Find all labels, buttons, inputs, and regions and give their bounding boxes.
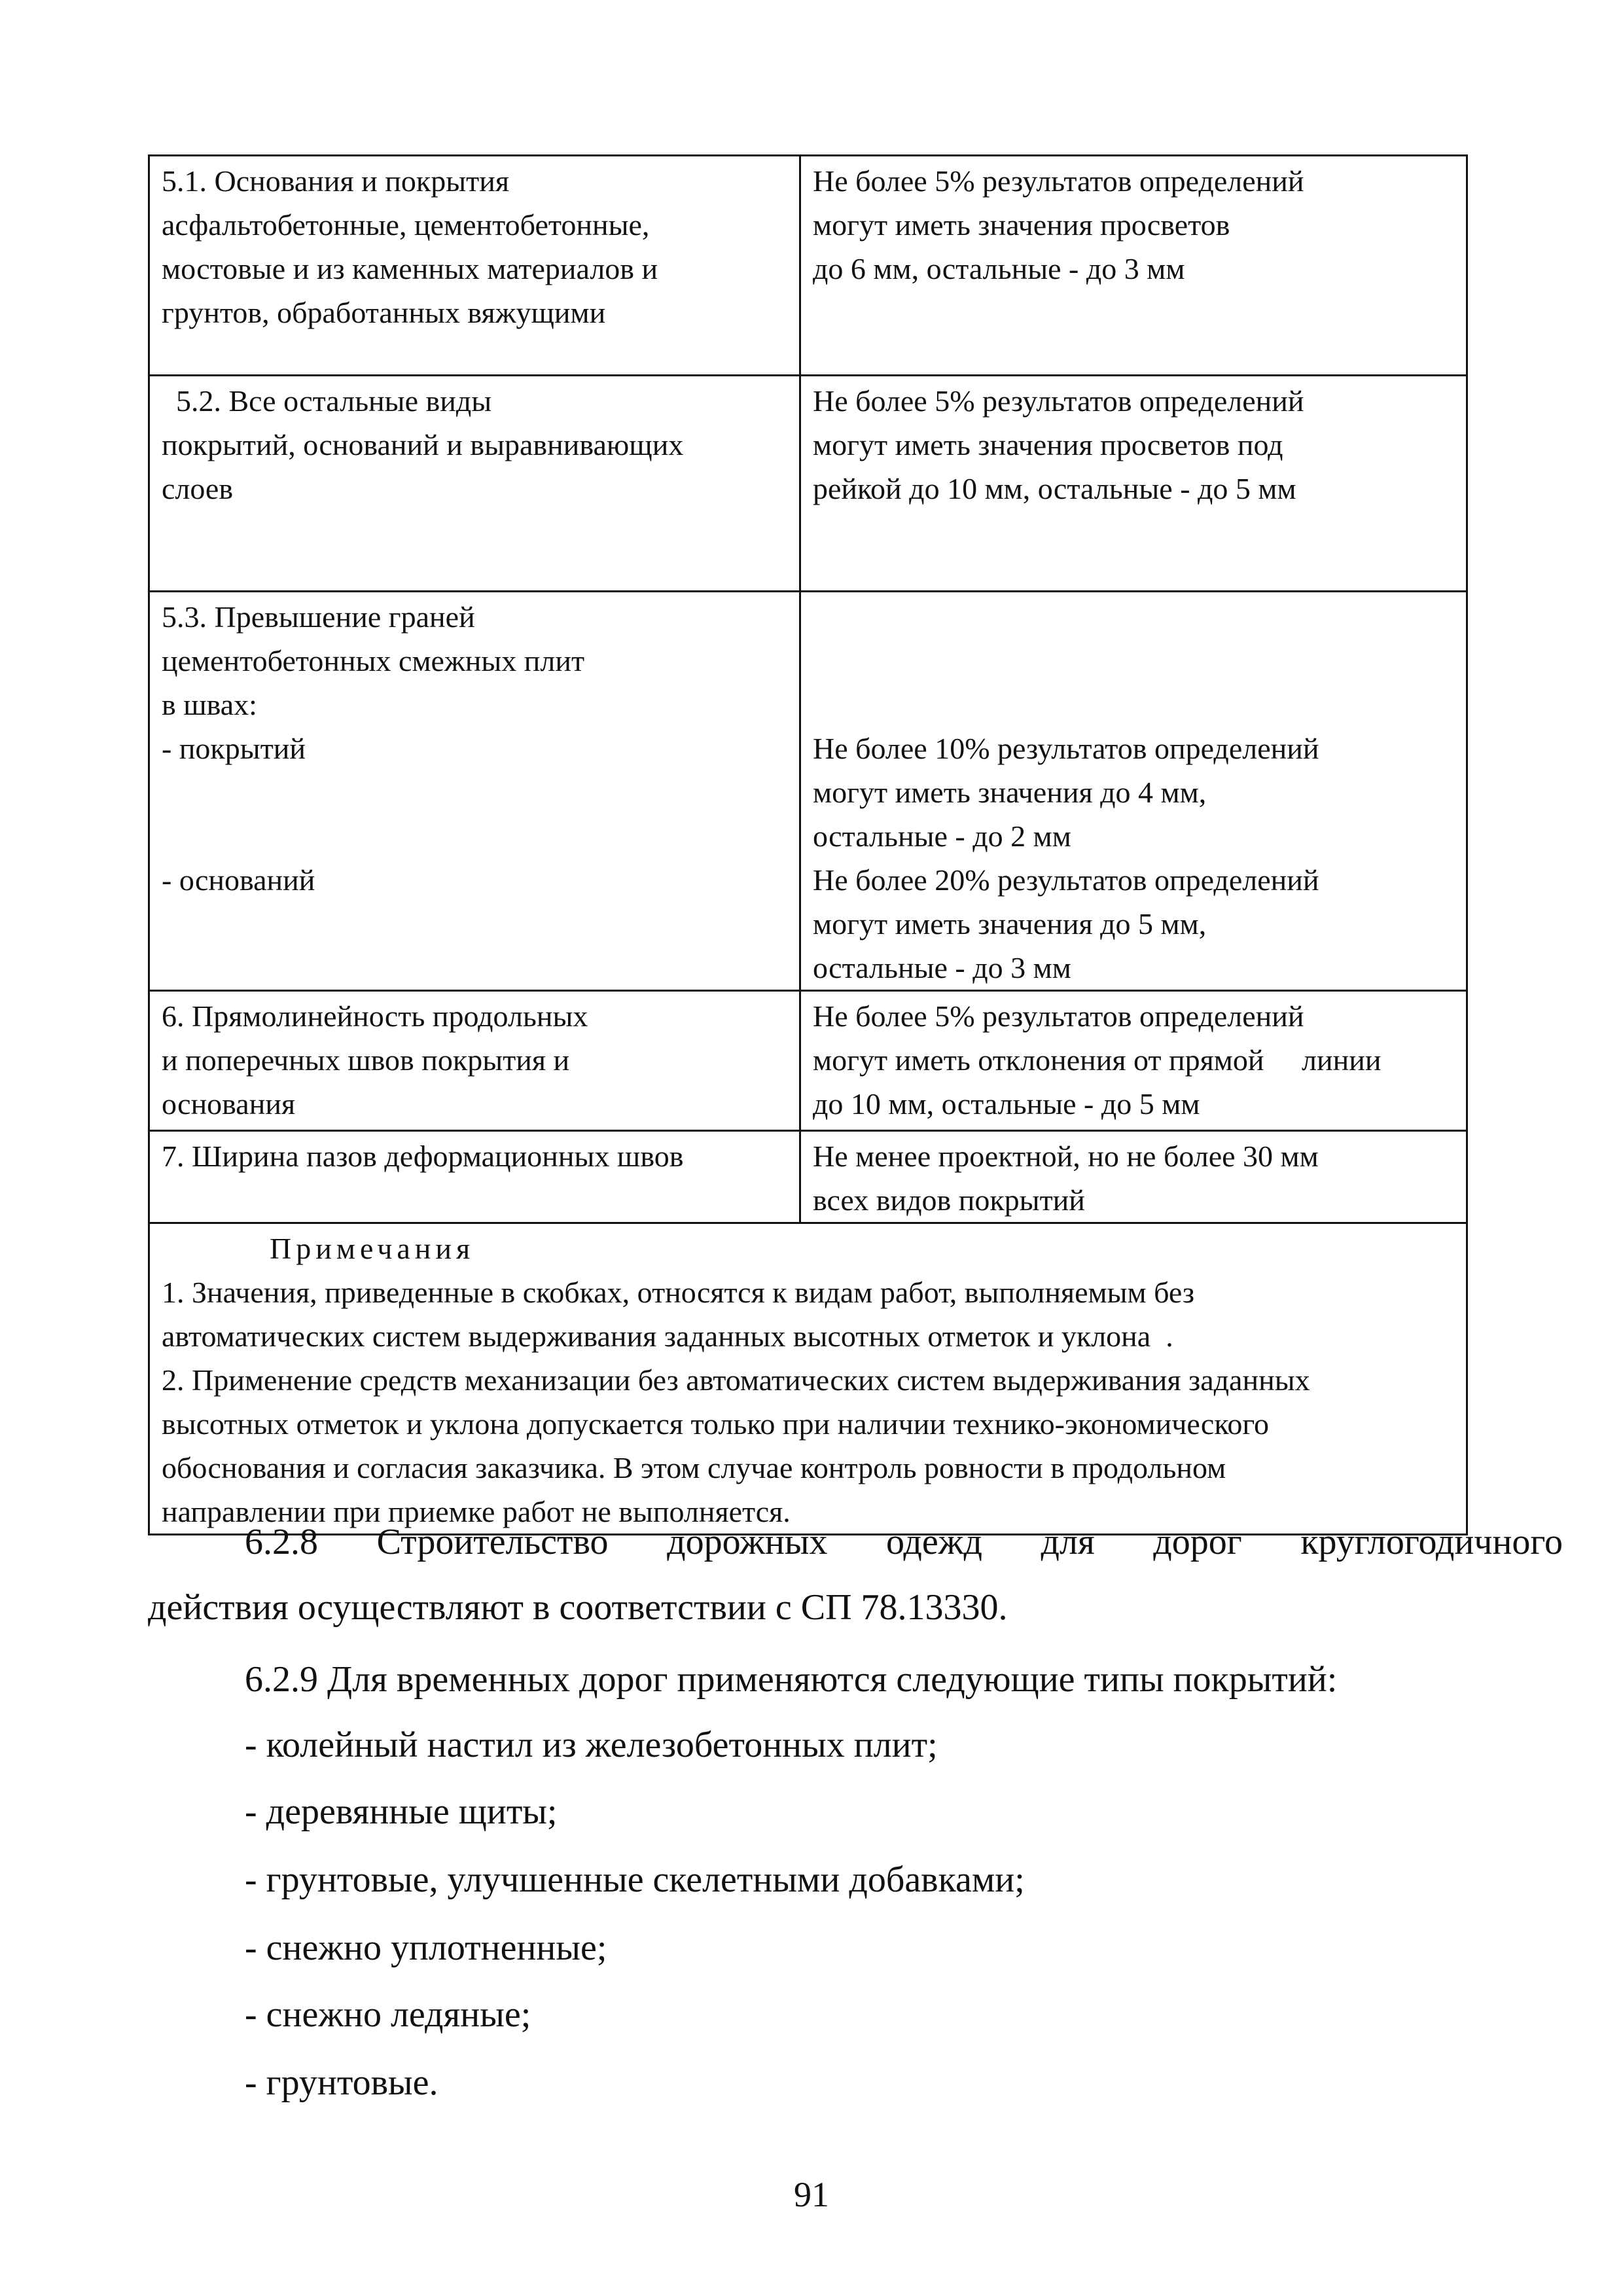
- line-spacer: [162, 814, 787, 858]
- cell-line: рейкой до 10 мм, остальные - до 5 мм: [813, 472, 1296, 505]
- list-item: - колейный настил из железобетонных плит;: [245, 1725, 938, 1765]
- table-cell-parameter: [149, 592, 800, 991]
- table-cell-parameter: [149, 156, 800, 376]
- cell-line: 5.2. Все остальные виды: [176, 384, 492, 418]
- note-line: направлении при приемке работ не выполняется.: [162, 1495, 791, 1528]
- cell-line: 7. Ширина пазов деформационных швов: [162, 1139, 684, 1173]
- table-row: [149, 1131, 1467, 1223]
- notes-row: [149, 1223, 1467, 1535]
- cell-line: до 6 мм, остальные - до 3 мм: [813, 252, 1185, 285]
- cell-line: 5.1. Основания и покрытия: [162, 164, 510, 198]
- table-row: [149, 376, 1467, 592]
- cell-line: - покрытий: [162, 732, 306, 765]
- note-line: автоматических систем выдерживания заданных высотных отметок и уклона .: [162, 1319, 1173, 1353]
- page-number: 91: [794, 2175, 829, 2214]
- list-item: - грунтовые.: [245, 2062, 438, 2103]
- list-item: - снежно уплотненные;: [245, 1928, 607, 1968]
- cell-line: Не менее проектной, но не более 30 мм: [813, 1139, 1319, 1173]
- cell-line: 5.3. Превышение граней: [162, 600, 475, 634]
- paragraph-6-2-9: 6.2.9 Для временных дорог применяются следующие типы покрытий:: [245, 1659, 1338, 1700]
- line-spacer: [813, 683, 1454, 726]
- list-item: - грунтовые, улучшенные скелетными добавками;: [245, 1859, 1025, 1900]
- table-row: [149, 156, 1467, 376]
- cell-line: асфальтобетонные, цементобетонные,: [162, 208, 650, 242]
- cell-line: Не более 20% результатов определений: [813, 863, 1319, 897]
- paragraph-6-2-8-line-2: действия осуществляют в соответствии с СП 78.13330.: [148, 1587, 1008, 1628]
- note-line: обоснования и согласия заказчика. В этом случае контроль ровности в продольном: [162, 1451, 1226, 1484]
- cell-line: цементобетонных смежных плит: [162, 644, 585, 677]
- cell-line: 6. Прямолинейность продольных: [162, 999, 588, 1033]
- line-spacer: [813, 639, 1454, 683]
- cell-line: мостовые и из каменных материалов и: [162, 252, 658, 285]
- notes-title: Примечания: [270, 1232, 475, 1265]
- cell-line: могут иметь отклонения от прямой линии: [813, 1043, 1382, 1077]
- table-cell-parameter: [149, 376, 800, 592]
- cell-line: грунтов, обработанных вяжущими: [162, 296, 606, 329]
- cell-line: всех видов покрытий: [813, 1183, 1085, 1217]
- table-cell-requirement: [800, 991, 1467, 1131]
- table-cell-requirement: [800, 376, 1467, 592]
- line-spacer: [162, 770, 787, 814]
- note-line: 1. Значения, приведенные в скобках, относятся к видам работ, выполняемым без: [162, 1276, 1195, 1309]
- cell-line: остальные - до 3 мм: [813, 951, 1071, 984]
- cell-line: слоев: [162, 472, 234, 505]
- table-row: [149, 592, 1467, 991]
- cell-line: могут иметь значения просветов: [813, 208, 1230, 242]
- cell-line: Не более 5% результатов определений: [813, 999, 1304, 1033]
- paragraph-6-2-8-line-1: 6.2.8 Строительство дорожных одежд для дорог круглогодичного: [245, 1522, 1563, 1562]
- table-cell-requirement: [800, 592, 1467, 991]
- requirements-table: [148, 154, 1468, 1535]
- table-cell-requirement: [800, 1131, 1467, 1223]
- cell-line: Не более 10% результатов определений: [813, 732, 1319, 765]
- cell-line: в швах:: [162, 688, 257, 721]
- cell-line: могут иметь значения до 4 мм,: [813, 776, 1207, 809]
- line-spacer: [813, 595, 1454, 639]
- cell-line: основания: [162, 1087, 296, 1121]
- table-cell-requirement: [800, 156, 1467, 376]
- list-item: - снежно ледяные;: [245, 1994, 531, 2035]
- note-line: высотных отметок и уклона допускается только при наличии технико-экономического: [162, 1407, 1270, 1441]
- cell-line: могут иметь значения просветов под: [813, 428, 1283, 461]
- cell-line: до 10 мм, остальные - до 5 мм: [813, 1087, 1200, 1121]
- cell-line: покрытий, оснований и выравнивающих: [162, 428, 684, 461]
- cell-line: Не более 5% результатов определений: [813, 164, 1304, 198]
- table-cell-parameter: [149, 1131, 800, 1223]
- table-cell-parameter: [149, 991, 800, 1131]
- list-item: - деревянные щиты;: [245, 1791, 558, 1832]
- cell-line: Не более 5% результатов определений: [813, 384, 1304, 418]
- notes-cell: [149, 1223, 1467, 1535]
- note-line: 2. Применение средств механизации без автоматических систем выдерживания заданных: [162, 1363, 1310, 1397]
- cell-line: могут иметь значения до 5 мм,: [813, 907, 1207, 941]
- cell-line: остальные - до 2 мм: [813, 819, 1071, 853]
- table-row: [149, 991, 1467, 1131]
- cell-line: - оснований: [162, 863, 315, 897]
- cell-line: и поперечных швов покрытия и: [162, 1043, 570, 1077]
